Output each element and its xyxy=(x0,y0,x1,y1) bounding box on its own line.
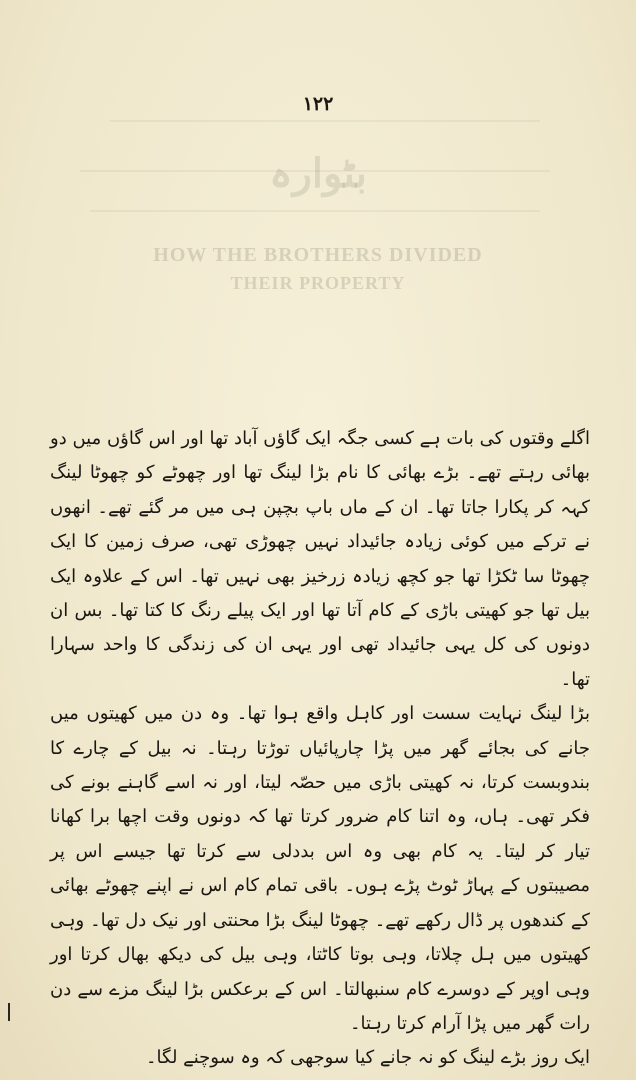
margin-mark xyxy=(8,1003,10,1021)
story-paragraph: اگلے وقتوں کی بات ہے کسی جگہ ایک گاؤں آباد تھا اور اس گاؤں میں دو بھائی رہتے تھے۔ بڑے بھائی کا نام بڑا لینگ تھا اور چھوٹے کو چھوٹا لینگ کہہ کر پکارا جاتا تھا۔ ان کے ماں باپ بچپن ہی میں مر گئے تھے۔ انھوں نے ترکے میں کوئی زیادہ جائیداد نہیں چھوڑی تھی، صرف زمین کا ایک چھوٹا سا ٹکڑا تھا جو کچھ زیادہ زرخیز بھی نہیں تھا۔ اس کے علاوہ ایک بیل تھا جو کھیتی باڑی کے کام آتا تھا اور ایک پیلے رنگ کا کتا تھا۔ بس ان دونوں کی کل یہی جائیداد تھی اور یہی ان کی زندگی کا واحد سہارا تھا۔ xyxy=(50,428,590,690)
bleed-through-line xyxy=(80,170,550,172)
story-paragraph: ایک روز بڑے لینگ کو نہ جانے کیا سوجھی کہ وہ سوچنے لگا۔ xyxy=(146,1047,590,1069)
bleed-through-line xyxy=(110,120,540,122)
story-paragraph: بڑا لینگ نہایت سست اور کاہل واقع ہوا تھا۔ وہ دن میں کھیتوں میں جانے کی بجائے گھر میں پڑا چارپائیاں توڑتا رہتا۔ نہ بیل کے چارے کا بندوبست کرتا، نہ کھیتی باڑی میں حصّہ لیتا، اور نہ اسے گاہنے بونے کی فکر تھی۔ ہاں، وہ اتنا کام ضرور کرتا تھا کہ دونوں وقت اچھا برا کھانا تیار کر لیتا۔ یہ کام بھی وہ اس بددلی سے کرتا تھا جیسے اس پر مصیبتوں کے پہاڑ ٹوٹ پڑے ہوں۔ باقی تمام کام اس نے اپنے چھوٹے بھائی کے کندھوں پر ڈال رکھے تھے۔ چھوٹا لینگ بڑا محنتی اور نیک دل تھا۔ وہی کھیتوں میں ہل چلاتا، وہی بوتا کاٹتا، وہی بیل کی دیکھ بھال کرتا اور وہی اوپر کے دوسرے کام سنبھالتا۔ اس کے برعکس بڑا لینگ مزے سے دن رات گھر میں پڑا آرام کرتا رہتا۔ xyxy=(50,703,590,1034)
page-number: ۱۲۲ xyxy=(302,93,334,115)
faded-title-urdu: بٹوارہ xyxy=(269,151,367,196)
faded-title-english-line1: HOW THE BROTHERS DIVIDED xyxy=(153,244,483,266)
faded-title-english-line2: THEIR PROPERTY xyxy=(230,273,406,293)
story-body xyxy=(50,422,590,1076)
bleed-through-line xyxy=(90,210,540,212)
